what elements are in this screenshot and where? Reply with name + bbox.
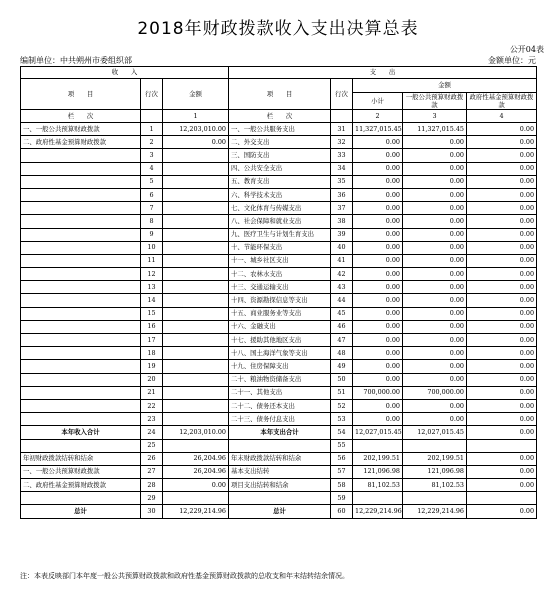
income-row-no: 17 (141, 334, 163, 347)
table-row (21, 320, 537, 333)
expense-general-budget: 0.00 (403, 162, 467, 175)
expense-general-budget: 11,327,015.45 (403, 123, 467, 136)
page-title: 2018年财政拨款收入支出决算总表 (137, 19, 419, 39)
income-row-no: 5 (141, 175, 163, 188)
income-item (21, 241, 141, 254)
expense-subtotal: 0.00 (353, 228, 403, 241)
expense-item: 二十三、债务付息支出 (229, 413, 331, 426)
income-amount (163, 307, 229, 320)
expense-general-budget: 121,096.98 (403, 465, 467, 478)
expense-item-header: 项 目 (229, 79, 331, 110)
expense-row-no: 37 (331, 202, 353, 215)
expense-fund-budget: 0.00 (467, 149, 537, 162)
expense-item: 二十、粮油物资储备支出 (229, 373, 331, 386)
income-item (21, 254, 141, 267)
table-row (21, 202, 537, 215)
col-index-1: 1 (163, 110, 229, 123)
income-row-no: 4 (141, 162, 163, 175)
expense-fund-budget: 0.00 (467, 281, 537, 294)
income-item (21, 307, 141, 320)
expense-subtotal: 0.00 (353, 334, 403, 347)
income-header: 收 入 (21, 67, 229, 79)
income-item (21, 281, 141, 294)
subtotal-header: 小计 (353, 93, 403, 110)
table-row (21, 399, 537, 412)
income-item (21, 175, 141, 188)
expense-item: 四、公共安全支出 (229, 162, 331, 175)
income-row-no: 1 (141, 123, 163, 136)
expense-general-budget: 0.00 (403, 149, 467, 162)
income-row-no: 16 (141, 320, 163, 333)
expense-row-no: 35 (331, 175, 353, 188)
col-index-4: 4 (467, 110, 537, 123)
income-amount: 12,203,010.00 (163, 426, 229, 439)
expense-row-no: 33 (331, 149, 353, 162)
expense-subtotal: 0.00 (353, 136, 403, 149)
expense-row-no: 40 (331, 241, 353, 254)
table-row (21, 188, 537, 201)
col-index-3: 3 (403, 110, 467, 123)
expense-row-no: 48 (331, 347, 353, 360)
income-item (21, 399, 141, 412)
expense-subtotal: 12,027,015.45 (353, 426, 403, 439)
expense-header: 支 出 (229, 67, 537, 79)
income-item (21, 373, 141, 386)
expense-row-no: 51 (331, 386, 353, 399)
expense-subtotal: 0.00 (353, 347, 403, 360)
expense-fund-budget: 0.00 (467, 452, 537, 465)
income-amount: 0.00 (163, 136, 229, 149)
income-amount (163, 215, 229, 228)
expense-fund-budget: 0.00 (467, 136, 537, 149)
expense-row-no: 46 (331, 320, 353, 333)
table-row (21, 175, 537, 188)
table-row (21, 413, 537, 426)
table-row (21, 162, 537, 175)
expense-row-no: 45 (331, 307, 353, 320)
income-amount (163, 413, 229, 426)
income-amount: 12,229,214.96 (163, 505, 229, 518)
table-row (21, 294, 537, 307)
income-row-no: 11 (141, 254, 163, 267)
income-row-no: 14 (141, 294, 163, 307)
expense-row-no: 55 (331, 439, 353, 452)
expense-fund-budget (467, 492, 537, 505)
income-row-no: 7 (141, 202, 163, 215)
income-row-no: 15 (141, 307, 163, 320)
income-amount (163, 347, 229, 360)
expense-fund-budget: 0.00 (467, 373, 537, 386)
expense-item: 三、国防支出 (229, 149, 331, 162)
table-row (21, 360, 537, 373)
expense-subtotal: 202,199.51 (353, 452, 403, 465)
expense-fund-budget: 0.00 (467, 254, 537, 267)
table-row (21, 228, 537, 241)
expense-row-no: 32 (331, 136, 353, 149)
income-row-no: 26 (141, 452, 163, 465)
expense-item: 十三、交通运输支出 (229, 281, 331, 294)
expense-item: 十一、城乡社区支出 (229, 254, 331, 267)
income-row-no: 30 (141, 505, 163, 518)
expense-general-budget: 0.00 (403, 320, 467, 333)
expense-item: 基本支出结转 (229, 465, 331, 478)
expense-general-budget: 0.00 (403, 215, 467, 228)
expense-subtotal: 0.00 (353, 320, 403, 333)
income-item (21, 202, 141, 215)
income-item (21, 149, 141, 162)
table-row (21, 452, 537, 465)
table-row (21, 373, 537, 386)
expense-subtotal: 0.00 (353, 413, 403, 426)
income-row-no: 3 (141, 149, 163, 162)
expense-subtotal (353, 439, 403, 452)
income-row-no-header: 行次 (141, 79, 163, 110)
expense-general-budget: 700,000.00 (403, 386, 467, 399)
income-amount (163, 334, 229, 347)
expense-fund-budget: 0.00 (467, 188, 537, 201)
expense-fund-budget: 0.00 (467, 426, 537, 439)
expense-subtotal: 0.00 (353, 202, 403, 215)
income-row-no: 29 (141, 492, 163, 505)
expense-general-budget: 0.00 (403, 188, 467, 201)
expense-item: 十五、商业服务业等支出 (229, 307, 331, 320)
expense-subtotal: 11,327,015.45 (353, 123, 403, 136)
income-amount: 12,203,010.00 (163, 123, 229, 136)
income-item: 二、政府性基金预算财政拨款 (21, 136, 141, 149)
col-index-2: 2 (353, 110, 403, 123)
expense-item: 九、医疗卫生与计划生育支出 (229, 228, 331, 241)
table-row (21, 241, 537, 254)
expense-item: 八、社会保障和就业支出 (229, 215, 331, 228)
table-row (21, 505, 537, 518)
income-item: 年初财政拨款结转和结余 (21, 452, 141, 465)
table-row (21, 386, 537, 399)
table-row (21, 149, 537, 162)
expense-fund-budget: 0.00 (467, 307, 537, 320)
expense-row-no: 41 (331, 254, 353, 267)
expense-row-no-header: 行次 (331, 79, 353, 110)
income-item (21, 294, 141, 307)
expense-item: 二十二、债务还本支出 (229, 399, 331, 412)
expense-subtotal: 12,229,214.96 (353, 505, 403, 518)
income-amount (163, 241, 229, 254)
expense-item (229, 439, 331, 452)
expense-general-budget: 0.00 (403, 334, 467, 347)
income-row-no: 20 (141, 373, 163, 386)
income-amount (163, 320, 229, 333)
income-amount (163, 294, 229, 307)
footnote: 注：本表反映部门本年度一般公共预算财政拨款和政府性基金预算财政拨款的总收支和年末结转结余情况。 (20, 572, 349, 580)
income-item (21, 320, 141, 333)
income-amount (163, 386, 229, 399)
expense-row-no: 60 (331, 505, 353, 518)
expense-item: 十七、援助其他地区支出 (229, 334, 331, 347)
expense-item: 五、教育支出 (229, 175, 331, 188)
income-amount (163, 228, 229, 241)
expense-fund-budget: 0.00 (467, 241, 537, 254)
expense-general-budget (403, 492, 467, 505)
expense-general-budget: 0.00 (403, 373, 467, 386)
expense-item: 二、外交支出 (229, 136, 331, 149)
expense-general-budget: 0.00 (403, 202, 467, 215)
income-row-no: 9 (141, 228, 163, 241)
income-row-no: 21 (141, 386, 163, 399)
expense-fund-budget: 0.00 (467, 215, 537, 228)
expense-row-no: 58 (331, 479, 353, 492)
expense-subtotal: 0.00 (353, 294, 403, 307)
expense-subtotal: 700,000.00 (353, 386, 403, 399)
expense-row-no: 44 (331, 294, 353, 307)
expense-lanci-blank (331, 110, 353, 123)
expense-general-budget: 0.00 (403, 413, 467, 426)
expense-item: 本年支出合计 (229, 426, 331, 439)
income-row-no: 25 (141, 439, 163, 452)
income-lanci-label: 栏 次 (21, 110, 141, 123)
income-item (21, 347, 141, 360)
table-row (21, 479, 537, 492)
expense-item: 十九、住房保障支出 (229, 360, 331, 373)
expense-general-budget: 0.00 (403, 307, 467, 320)
expense-fund-budget: 0.00 (467, 386, 537, 399)
fund-budget-header: 政府性基金预算财政拨款 (467, 93, 537, 110)
expense-item (229, 492, 331, 505)
expense-row-no: 59 (331, 492, 353, 505)
income-item: 一、一般公共预算财政拨款 (21, 123, 141, 136)
expense-item: 六、科学技术支出 (229, 188, 331, 201)
income-item (21, 188, 141, 201)
expense-subtotal: 0.00 (353, 268, 403, 281)
expense-fund-budget: 0.00 (467, 123, 537, 136)
general-budget-header: 一般公共预算财政拨款 (403, 93, 467, 110)
income-item (21, 413, 141, 426)
table-row (21, 136, 537, 149)
income-item: 二、政府性基金预算财政拨款 (21, 479, 141, 492)
expense-general-budget: 0.00 (403, 399, 467, 412)
expense-subtotal: 0.00 (353, 307, 403, 320)
expense-item: 二十一、其他支出 (229, 386, 331, 399)
income-item: 一、一般公共预算财政拨款 (21, 465, 141, 478)
income-amount (163, 202, 229, 215)
income-amount (163, 399, 229, 412)
expense-general-budget: 0.00 (403, 294, 467, 307)
income-item (21, 162, 141, 175)
expense-row-no: 43 (331, 281, 353, 294)
income-amount (163, 175, 229, 188)
expense-subtotal: 0.00 (353, 281, 403, 294)
expense-subtotal (353, 492, 403, 505)
expense-general-budget: 81,102.53 (403, 479, 467, 492)
expense-general-budget: 0.00 (403, 136, 467, 149)
expense-fund-budget: 0.00 (467, 360, 537, 373)
income-lanci-blank (141, 110, 163, 123)
expense-fund-budget: 0.00 (467, 162, 537, 175)
expense-subtotal: 0.00 (353, 162, 403, 175)
income-amount: 26,204.96 (163, 465, 229, 478)
income-amount (163, 149, 229, 162)
income-amount (163, 281, 229, 294)
expense-row-no: 56 (331, 452, 353, 465)
expense-fund-budget: 0.00 (467, 175, 537, 188)
expense-general-budget: 202,199.51 (403, 452, 467, 465)
expense-subtotal: 121,096.98 (353, 465, 403, 478)
expense-item: 十二、农林水支出 (229, 268, 331, 281)
income-item (21, 334, 141, 347)
table-row (21, 347, 537, 360)
income-item (21, 439, 141, 452)
expense-general-budget: 12,229,214.96 (403, 505, 467, 518)
expense-subtotal: 0.00 (353, 360, 403, 373)
expense-fund-budget: 0.00 (467, 347, 537, 360)
expense-subtotal: 0.00 (353, 399, 403, 412)
expense-fund-budget: 0.00 (467, 413, 537, 426)
income-item: 本年收入合计 (21, 426, 141, 439)
expense-lanci-label: 栏 次 (229, 110, 331, 123)
income-item: 总计 (21, 505, 141, 518)
expense-amount-header: 金额 (353, 79, 537, 93)
expense-fund-budget (467, 439, 537, 452)
expense-general-budget: 0.00 (403, 228, 467, 241)
table-row (21, 215, 537, 228)
income-row-no: 18 (141, 347, 163, 360)
expense-general-budget: 12,027,015.45 (403, 426, 467, 439)
expense-item: 总计 (229, 505, 331, 518)
expense-general-budget: 0.00 (403, 241, 467, 254)
expense-item: 十、节能环保支出 (229, 241, 331, 254)
table-row (21, 334, 537, 347)
table-row (21, 426, 537, 439)
expense-general-budget: 0.00 (403, 281, 467, 294)
income-amount (163, 162, 229, 175)
income-item (21, 360, 141, 373)
expense-fund-budget: 0.00 (467, 505, 537, 518)
income-row-no: 12 (141, 268, 163, 281)
expense-fund-budget: 0.00 (467, 399, 537, 412)
expense-row-no: 57 (331, 465, 353, 478)
expense-item: 十八、国土海洋气象等支出 (229, 347, 331, 360)
income-item-header: 项 目 (21, 79, 141, 110)
income-amount (163, 254, 229, 267)
income-row-no: 19 (141, 360, 163, 373)
expense-row-no: 36 (331, 188, 353, 201)
expense-general-budget: 0.00 (403, 254, 467, 267)
income-row-no: 8 (141, 215, 163, 228)
income-amount: 0.00 (163, 479, 229, 492)
income-amount (163, 188, 229, 201)
income-row-no: 28 (141, 479, 163, 492)
income-row-no: 24 (141, 426, 163, 439)
expense-subtotal: 0.00 (353, 175, 403, 188)
expense-item: 年末财政拨款结转和结余 (229, 452, 331, 465)
expense-item: 七、文化体育与传媒支出 (229, 202, 331, 215)
income-item (21, 386, 141, 399)
income-row-no: 2 (141, 136, 163, 149)
expense-row-no: 54 (331, 426, 353, 439)
income-amount (163, 268, 229, 281)
expense-subtotal: 0.00 (353, 373, 403, 386)
budget-table (20, 66, 537, 519)
income-item (21, 492, 141, 505)
expense-row-no: 38 (331, 215, 353, 228)
income-row-no: 23 (141, 413, 163, 426)
income-row-no: 22 (141, 399, 163, 412)
expense-fund-budget: 0.00 (467, 334, 537, 347)
table-row (21, 465, 537, 478)
table-row (21, 307, 537, 320)
amount-unit: 金额单位：元 (488, 56, 536, 65)
income-row-no: 6 (141, 188, 163, 201)
expense-fund-budget: 0.00 (467, 479, 537, 492)
expense-row-no: 49 (331, 360, 353, 373)
expense-row-no: 50 (331, 373, 353, 386)
income-amount (163, 373, 229, 386)
expense-item: 十六、金融支出 (229, 320, 331, 333)
expense-row-no: 52 (331, 399, 353, 412)
expense-general-budget: 0.00 (403, 175, 467, 188)
expense-fund-budget: 0.00 (467, 228, 537, 241)
table-row (21, 268, 537, 281)
income-amount-header: 金额 (163, 79, 229, 110)
form-number: 公开04表 (509, 45, 544, 54)
expense-general-budget: 0.00 (403, 268, 467, 281)
expense-row-no: 34 (331, 162, 353, 175)
table-row (21, 281, 537, 294)
expense-fund-budget: 0.00 (467, 320, 537, 333)
table-row (21, 123, 537, 136)
expense-subtotal: 0.00 (353, 215, 403, 228)
expense-fund-budget: 0.00 (467, 465, 537, 478)
income-amount: 26,204.96 (163, 452, 229, 465)
table-row (21, 439, 537, 452)
expense-general-budget: 0.00 (403, 347, 467, 360)
expense-subtotal: 0.00 (353, 188, 403, 201)
income-amount (163, 492, 229, 505)
expense-item: 一、一般公共服务支出 (229, 123, 331, 136)
expense-row-no: 31 (331, 123, 353, 136)
expense-fund-budget: 0.00 (467, 268, 537, 281)
expense-row-no: 53 (331, 413, 353, 426)
expense-general-budget (403, 439, 467, 452)
expense-row-no: 42 (331, 268, 353, 281)
expense-item: 项目支出结转和结余 (229, 479, 331, 492)
expense-fund-budget: 0.00 (467, 294, 537, 307)
income-item (21, 215, 141, 228)
income-amount (163, 360, 229, 373)
income-row-no: 27 (141, 465, 163, 478)
reporting-unit: 编制单位：中共朔州市委组织部 (20, 56, 132, 65)
expense-subtotal: 0.00 (353, 149, 403, 162)
expense-row-no: 47 (331, 334, 353, 347)
income-amount (163, 439, 229, 452)
expense-fund-budget: 0.00 (467, 202, 537, 215)
income-row-no: 13 (141, 281, 163, 294)
expense-subtotal: 81,102.53 (353, 479, 403, 492)
income-row-no: 10 (141, 241, 163, 254)
expense-general-budget: 0.00 (403, 360, 467, 373)
income-item (21, 268, 141, 281)
expense-row-no: 39 (331, 228, 353, 241)
expense-item: 十四、资源勘探信息等支出 (229, 294, 331, 307)
expense-subtotal: 0.00 (353, 254, 403, 267)
table-row (21, 254, 537, 267)
table-row (21, 492, 537, 505)
income-item (21, 228, 141, 241)
expense-subtotal: 0.00 (353, 241, 403, 254)
